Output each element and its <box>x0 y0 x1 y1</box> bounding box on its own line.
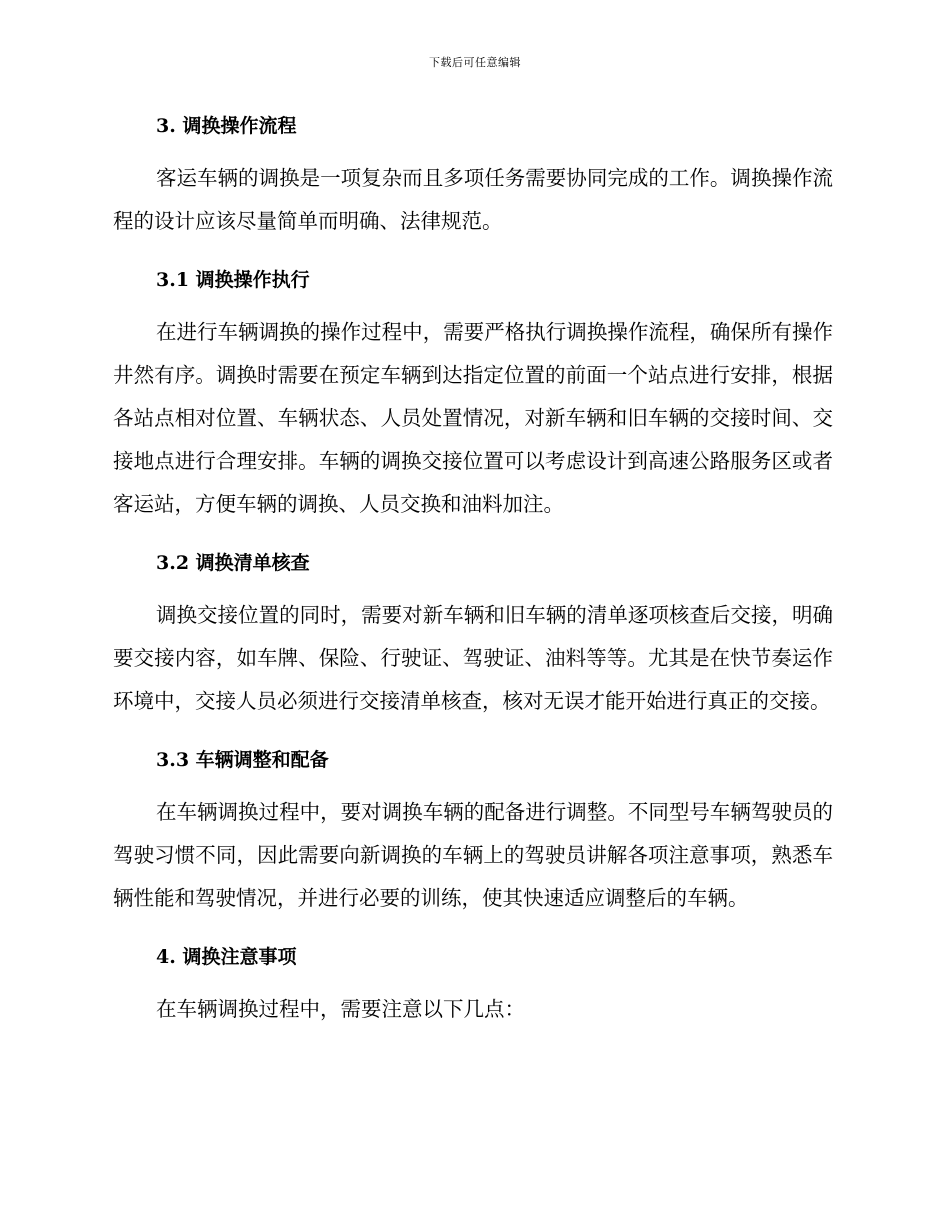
section-paragraph: 在车辆调换过程中，要对调换车辆的配备进行调整。不同型号车辆驾驶员的驾驶习惯不同，因此需要向新调换的车辆上的驾驶员讲解各项注意事项，熟悉车辆性能和驾驶情况，并进行必要的训练，使其快速适应调整后的车辆。 <box>113 800 833 910</box>
section-paragraph: 客运车辆的调换是一项复杂而且多项任务需要协同完成的工作。调换操作流程的设计应该尽量简单而明确、法律规范。 <box>113 166 833 233</box>
section-heading: 3.1 调换操作执行 <box>156 269 310 291</box>
section-heading: 3.2 调换清单核查 <box>156 552 310 574</box>
section-heading: 3.3 车辆调整和配备 <box>156 749 329 771</box>
section-paragraph: 在进行车辆调换的操作过程中，需要严格执行调换操作流程，确保所有操作井然有序。调换时需要在预定车辆到达指定位置的前面一个站点进行安排，根据各站点相对位置、车辆状态、人员处置情况，对新车辆和旧车辆的交接时间、交接地点进行合理安排。车辆的调换交接位置可以考虑设计到高速公路服务区或者客运站，方便车辆的调换、人员交换和油料加注。 <box>113 320 833 516</box>
document-body <box>113 108 833 1031</box>
section-heading: 3. 调换操作流程 <box>156 115 297 137</box>
section-paragraph: 调换交接位置的同时，需要对新车辆和旧车辆的清单逐项核查后交接，明确要交接内容，如车牌、保险、行驶证、驾驶证、油料等等。尤其是在快节奏运作环境中，交接人员必须进行交接清单核查，核对无误才能开始进行真正的交接。 <box>113 603 833 713</box>
section-paragraph: 在车辆调换过程中，需要注意以下几点： <box>156 997 525 1021</box>
page-header-note: 下载后可任意编辑 <box>429 56 521 69</box>
section-heading: 4. 调换注意事项 <box>156 946 297 968</box>
